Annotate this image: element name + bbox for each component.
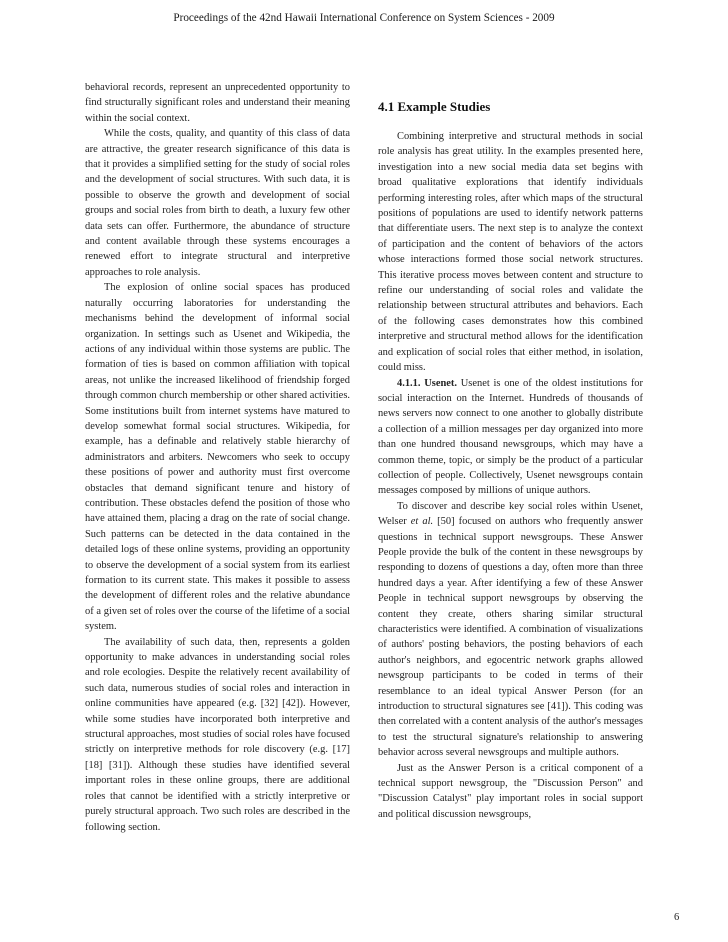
left-column <box>85 80 350 835</box>
paragraph-text: [50] focused on authors who frequently answer questions in technical support newsgroups. These Answer People provide the bulk of the content in these newsgroups by responding to dozens of questions a day, often more than three hundred days a year. After identifying a few of these Answer People in technical support newsgroups by observing the content they create, others sharing similar structural characteristics were identified. A combination of visualizations of authors' posting behaviors, the posting behaviors of each author's neighbors, and egocentric network graphs allowed newsgroup participants to be coded in terms of their resemblance to an ideal typical Answer Person (for an introduction to structural signatures see [41]). This coding was then correlated with a content analysis of the author's messages to test the structural signature's relationship to answering behavior across several newsgroups and multiple authors. <box>378 516 643 759</box>
subsection-label: 4.1.1. Usenet. <box>397 377 457 389</box>
paragraph: Just as the Answer Person is a critical component of a technical support newsgroup, the "Discussion Person" and "Discussion Catalyst" play important roles in social support and political discussion newsgroups, <box>378 762 643 820</box>
paragraph <box>378 499 643 761</box>
paragraph <box>378 376 643 499</box>
page-number: 6 <box>674 912 680 923</box>
right-column <box>378 88 643 822</box>
paragraph: The explosion of online social spaces has produced naturally occurring laboratories for understanding the mechanisms behind the development of informal social organization. In settings such as Usenet and Wikipedia, the actions of any individual within those systems are public. The formation of ties is based on common affiliation with topical areas, not unlike the increased likelihood of friendship forged through common church membership or other shared activities. Some institutions built from internet systems have matured to develop somewhat formal social structures. Wikipedia, for example, has a definable and relatively stable hierarchy of administrators and arbiters. Newcomers who seek to occupy these positions of power and authority must first overcome obstacles that demand significant tenure and history of contribution. These obstacles defend the position of those who have attained them, placing a drag on the rate of social change. Such patterns can be detected in the data contained in the detailed logs of these online systems, providing an opportunity to observe the development of a social system from its earliest formation to its current state. This makes it possible to assess the development of different roles and the relative abundance of a given set of roles over the course of the lifetime of a social system. <box>85 282 350 633</box>
paragraph: While the costs, quality, and quantity of this class of data are attractive, the greater research significance of this data is that it provides a simplified setting for the study of social roles and the development of social structures. With such data, it is possible to observe the growth and development of social groups and social roles from birth to death, a luxury few other data sets can offer. Furthermore, the abundance of structure and content available through these systems encourages a renewed effort to integrate structural and interpretive approaches to role analysis. <box>85 128 350 278</box>
paragraph: The availability of such data, then, represents a golden opportunity to make advances in understanding social roles and role ecologies. Despite the relatively recent availability of such data, numerous studies of social roles and interaction in online communities have appeared (e.g. [32] [42]). However, while some studies have incorporated both interpretive and structural approaches, most studies of social roles have focused strictly on interpretive methods for role discovery (e.g. [17] [18] [31]). Although these studies have identified several important roles in these online groups, there are additional roles that cannot be identified with a strictly interpretive or purely structural approach. Two such roles are described in the following section. <box>85 636 350 833</box>
paragraph-text: Usenet is one of the oldest institutions for social interaction on the Internet. Hundreds of thousands of news servers now connect to one another to globally distribute a collection of a million messages per day organized into more than one hundred thousand newsgroups, which may have a common theme, topic, or simply be the product of a particular collection of people. Collectively, Usenet newsgroups contain messages composed by millions of unique authors. <box>378 377 643 497</box>
running-header: Proceedings of the 42nd Hawaii International Conference on System Sciences - 2009 <box>173 12 555 24</box>
section-heading: 4.1 Example Studies <box>378 99 491 114</box>
paragraph: Combining interpretive and structural methods in social role analysis has great utility. In the examples presented here, investigation into a new social media data set begins with broad qualitative explorations that identify individuals performing interesting roles, after which maps of the structural positions of populations are used to identify network patterns that differentiate users. The next step is to analyze the context of participation and the content of behaviors of the actors whose interactions formed those social network structures. This iterative process moves between content and structure to refine our understanding of social roles and validate the relationship between structural attributes and behaviors. Each of the following cases demonstrates how this combined interpretive and structural method allows for the identification and explication of social roles that either method, in isolation, could miss. <box>378 131 643 374</box>
emphasis: et al. <box>410 516 434 528</box>
paragraph: behavioral records, represent an unprecedented opportunity to find structurally significant roles and understand their meaning within the social context. <box>85 82 350 124</box>
paragraph-text: To discover and describe key social roles within Usenet, Welser <box>378 500 643 528</box>
